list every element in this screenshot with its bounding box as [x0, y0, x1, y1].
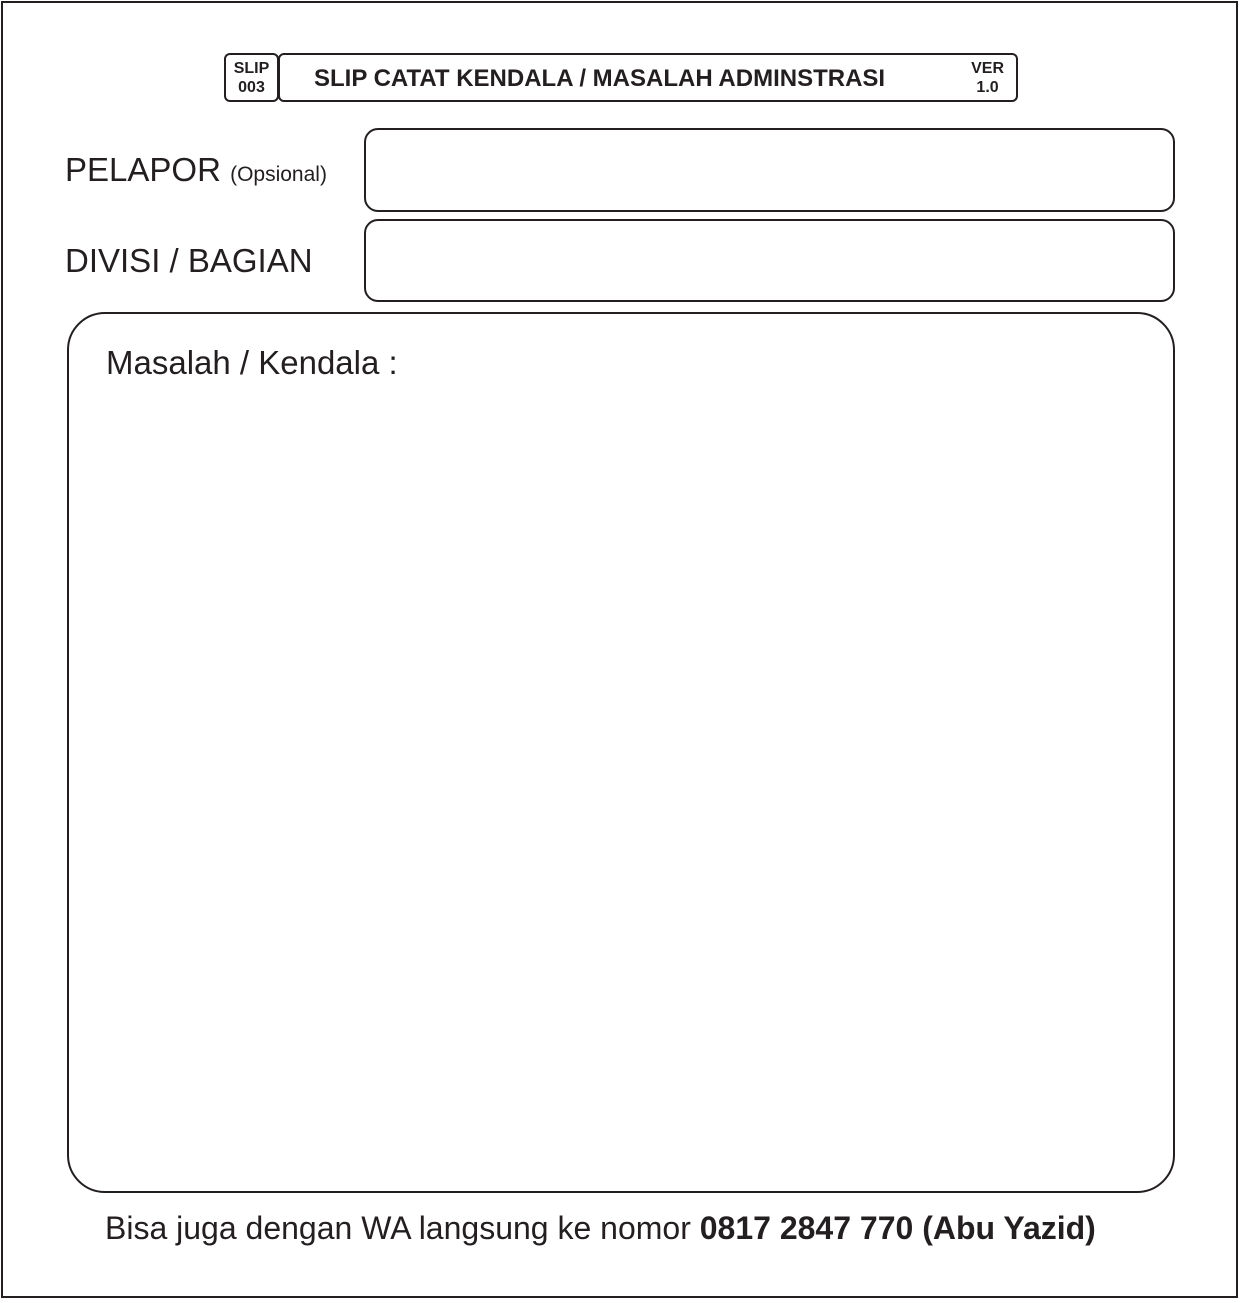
division-label: DIVISI / BAGIAN — [65, 242, 313, 279]
issue-description-field[interactable] — [67, 312, 1175, 1193]
reporter-label — [65, 151, 327, 189]
slip-label: SLIP — [233, 59, 270, 77]
reporter-label-text: PELAPOR — [65, 151, 221, 188]
slip-title: SLIP CATAT KENDALA / MASALAH ADMINSTRASI — [314, 65, 886, 92]
issue-label: Masalah / Kendala : — [106, 344, 398, 381]
version-badge — [971, 59, 1004, 97]
title-bar — [278, 53, 1018, 102]
reporter-field[interactable] — [364, 128, 1175, 212]
version-label: VER — [971, 60, 1004, 77]
slip-number-badge — [224, 53, 279, 102]
reporter-hint: (Opsional) — [230, 163, 327, 186]
slip-number: 003 — [238, 78, 265, 96]
footer-note — [105, 1210, 1096, 1247]
division-field[interactable] — [364, 219, 1175, 302]
footer-contact: 0817 2847 770 (Abu Yazid) — [699, 1210, 1096, 1246]
footer-text: Bisa juga dengan WA langsung ke nomor — [105, 1210, 700, 1246]
version-number: 1.0 — [976, 79, 999, 96]
